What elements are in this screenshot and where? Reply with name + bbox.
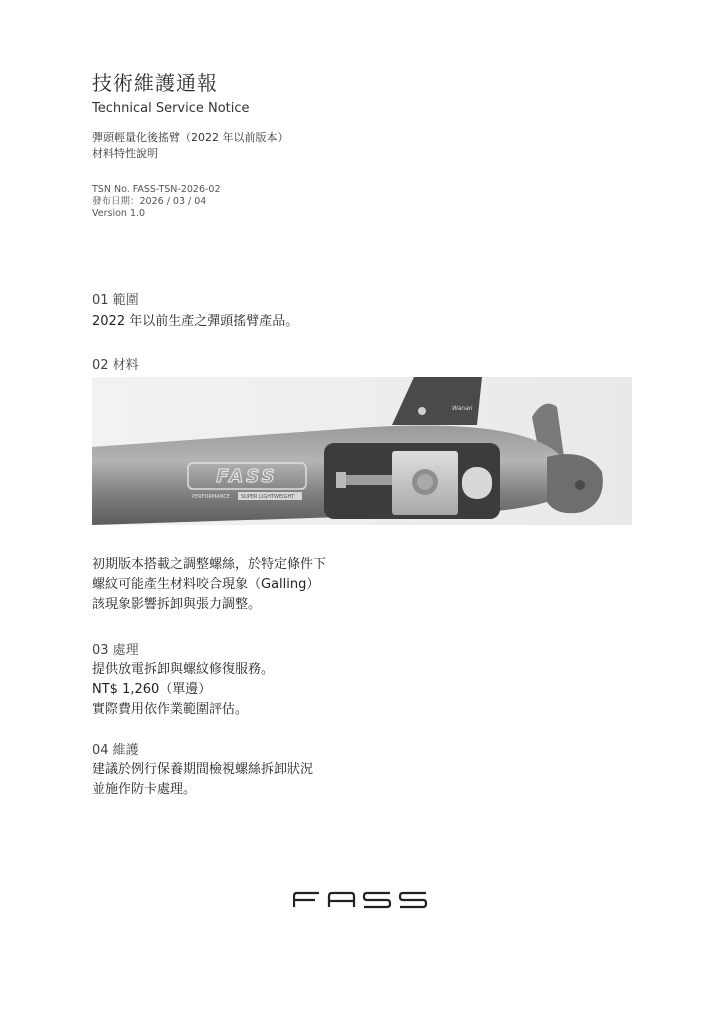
title-chinese: 技術維護通報 — [92, 71, 218, 95]
fass-logo-mark — [293, 891, 433, 909]
version: Version 1.0 — [92, 208, 146, 219]
swingarm-photo — [92, 377, 632, 525]
axle-slot — [462, 467, 492, 499]
decal-label-left: PERFORMANCE — [192, 494, 231, 500]
material-line-1: 初期版本搭載之調整螺絲，於特定條件下 — [92, 557, 327, 572]
section-material-heading — [92, 357, 652, 375]
bracket-tag: Wanan — [452, 405, 473, 412]
treatment-price: NT$ 1,260（單邊） — [92, 682, 212, 697]
decal-logo: FASS — [216, 466, 278, 487]
section-treatment — [92, 642, 652, 720]
notice-header — [92, 70, 652, 220]
treatment-line-3: 實際費用依作業範圍評估。 — [92, 702, 249, 717]
material-line-3: 該現象影響拆卸與張力調整。 — [92, 597, 262, 612]
treatment-line-1: 提供放電拆卸與螺紋修復服務。 — [92, 662, 275, 677]
screw-nut — [336, 472, 346, 488]
bolt-icon — [418, 407, 426, 415]
maintenance-line-2: 並施作防卡處理。 — [92, 782, 197, 797]
fass-logo — [293, 891, 433, 909]
maintenance-line-1: 建議於例行保養期間檢視螺絲拆卸狀況 — [92, 762, 314, 777]
block-bolt-inner-icon — [417, 474, 433, 490]
section-title: 03 處理 — [92, 643, 139, 658]
tsn-number: TSN No. FASS-TSN-2026-02 — [92, 184, 221, 195]
section-title: 02 材料 — [92, 358, 139, 373]
decal-label-right: SUPER LIGHTWEIGHT — [241, 494, 295, 500]
subtitle-description: 材料特性說明 — [92, 147, 158, 160]
section-text: 2022 年以前生產之彈頭搖臂產品。 — [92, 314, 299, 329]
material-line-2: 螺紋可能產生材料咬合現象（Galling） — [92, 577, 320, 592]
subtitle-product: 彈頭輕量化後搖臂（2022 年以前版本） — [92, 131, 289, 144]
section-maintenance — [92, 742, 652, 800]
title-english: Technical Service Notice — [92, 101, 250, 116]
section-scope — [92, 292, 652, 332]
section-title: 04 維護 — [92, 743, 139, 758]
swingarm-illustration — [92, 377, 632, 525]
publish-date: 發布日期：2026 / 03 / 04 — [92, 196, 207, 207]
axle-hole-icon — [575, 480, 585, 490]
section-material-text — [92, 555, 652, 615]
section-title: 01 範圍 — [92, 293, 139, 308]
